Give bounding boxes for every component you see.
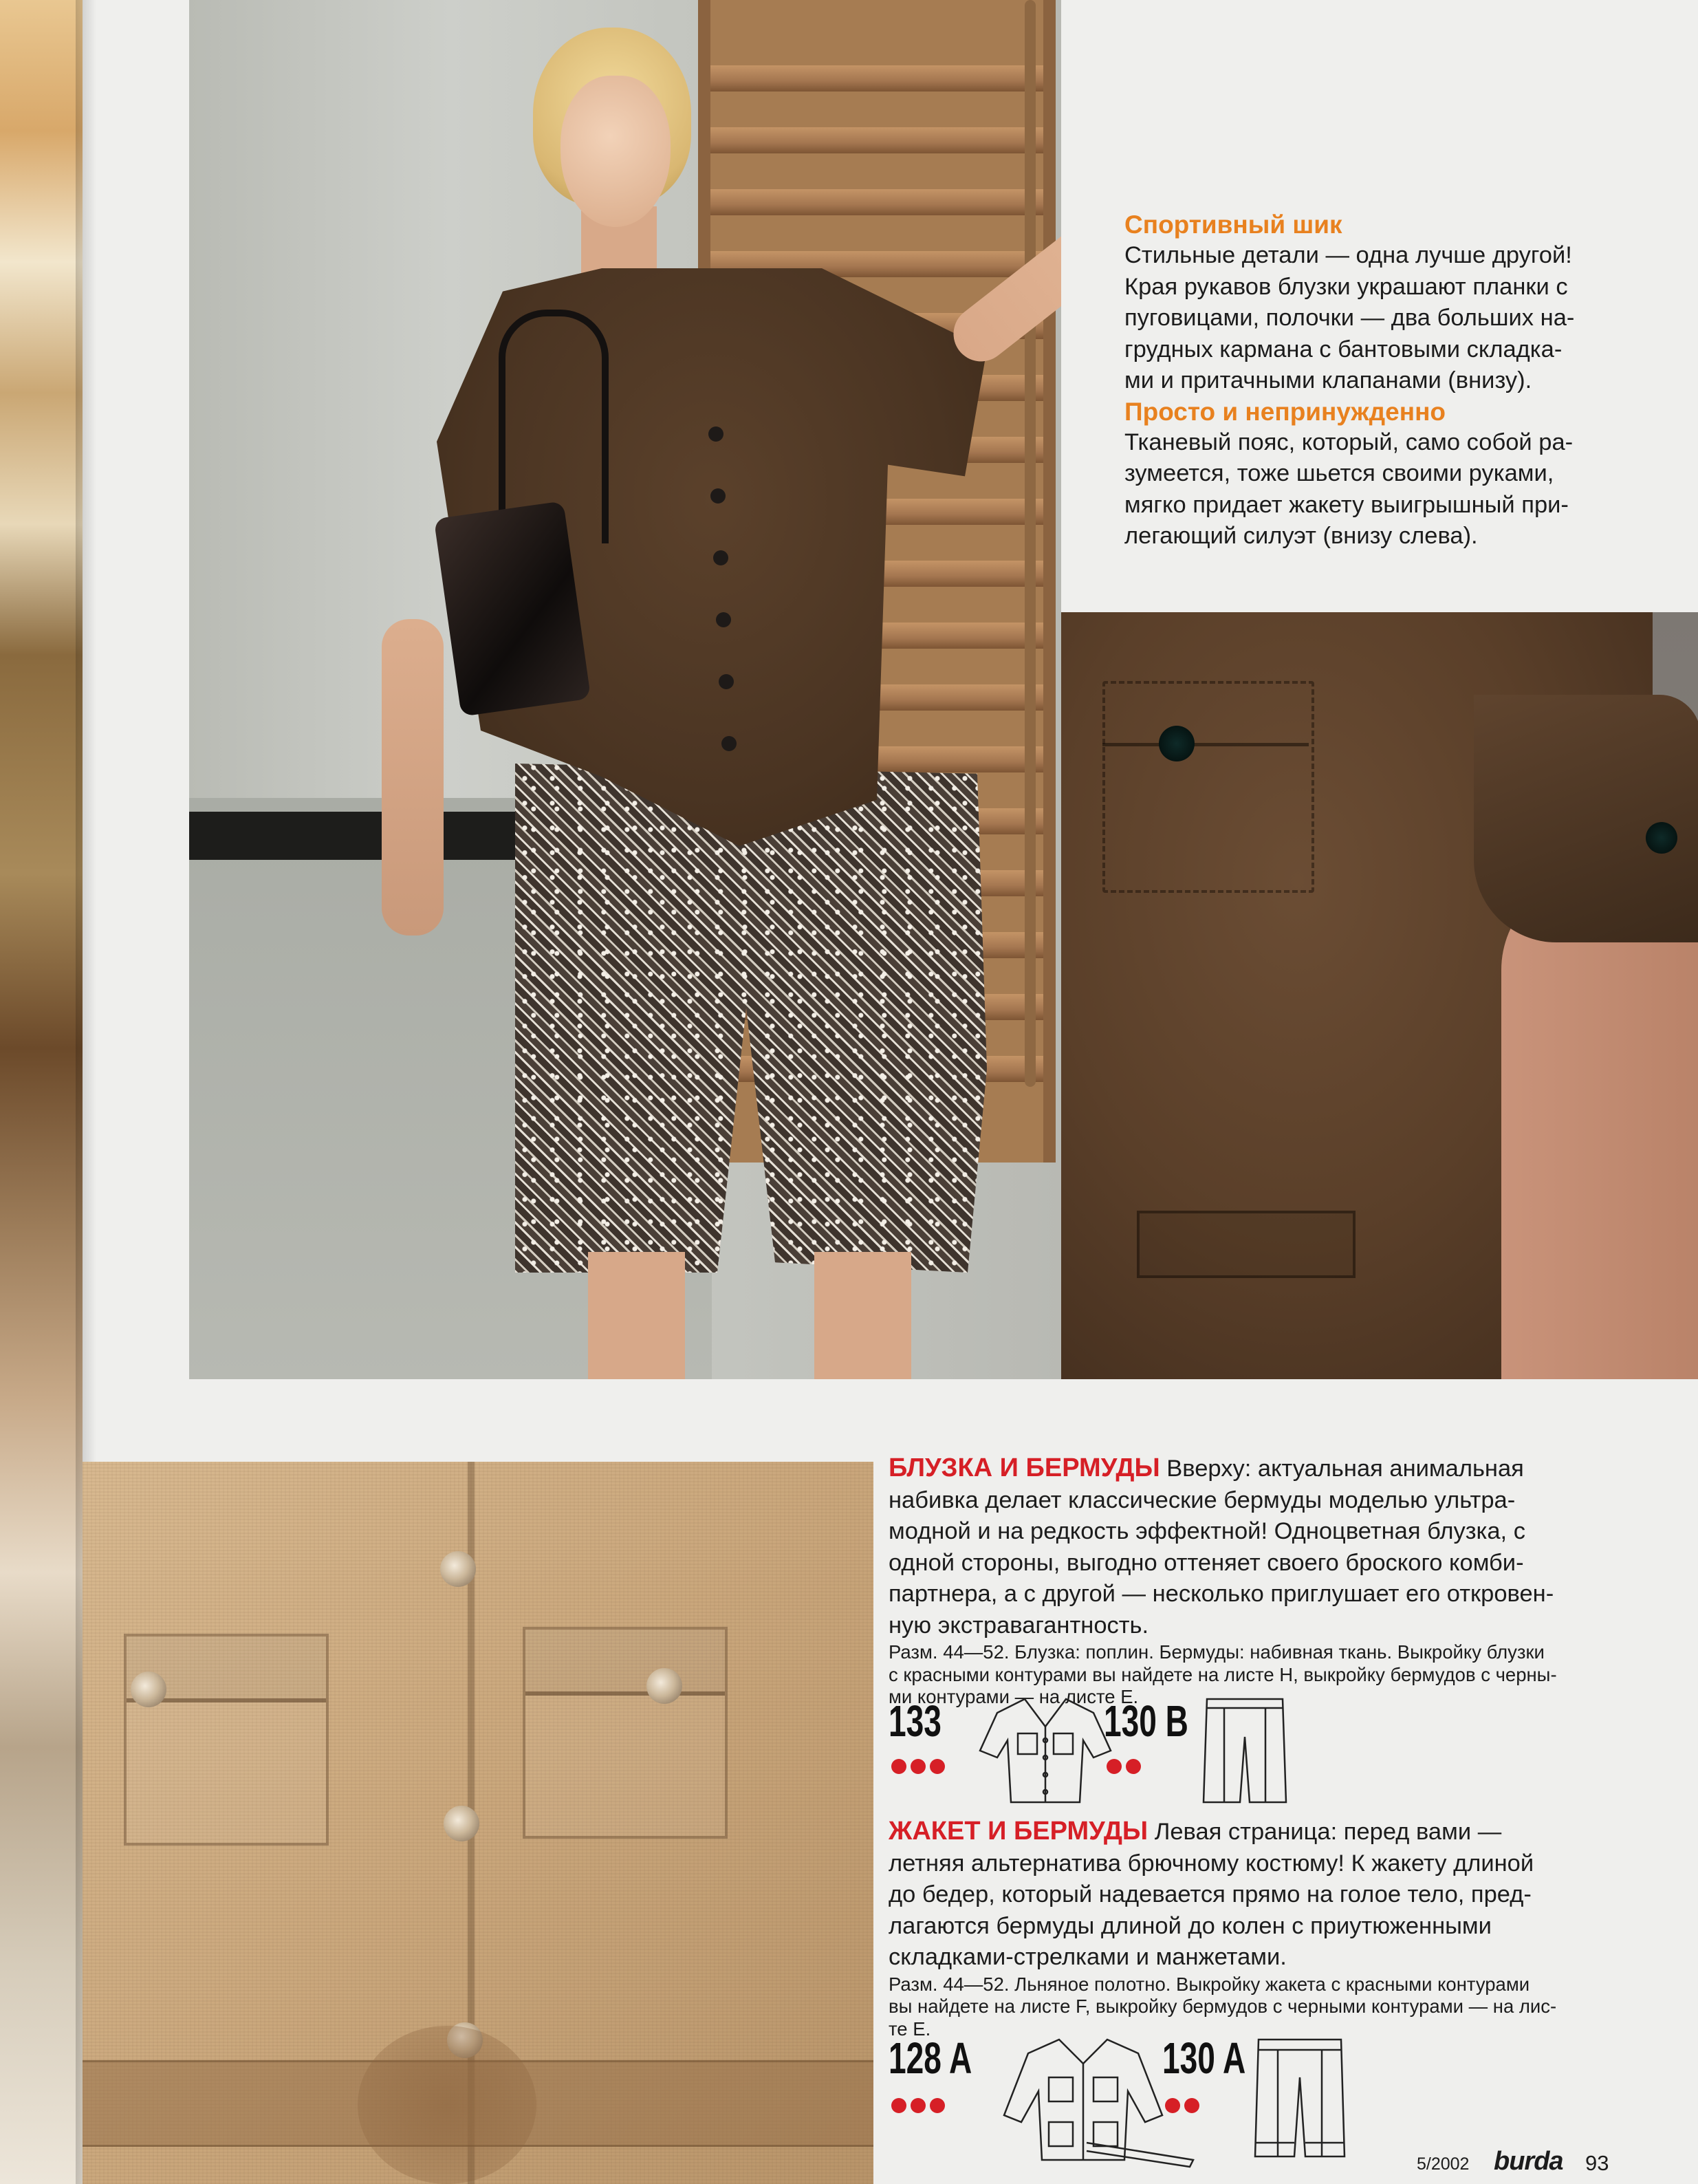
item-jacket-bermuda xyxy=(889,1816,1686,2040)
heading-sportivny-shik: Спортивный шик xyxy=(1124,210,1342,239)
item2-title: ЖАКЕТ И БЕРМУДЫ xyxy=(889,1817,1149,1846)
facing-page-edge xyxy=(0,0,83,2184)
text-line: мягко придает жакету выигрышный при- xyxy=(1124,491,1569,518)
jacket-button xyxy=(440,1551,476,1587)
text-line: партнера, а с другой — несколько приглушает его откровен- xyxy=(889,1581,1554,1607)
jacket-button xyxy=(444,1806,479,1841)
page-number: 93 xyxy=(1585,2151,1609,2175)
black-handbag xyxy=(434,501,591,717)
item1-paragraph xyxy=(889,1485,1686,1642)
item2-lead xyxy=(889,1816,1686,1848)
jacket-pocket-button xyxy=(646,1668,682,1704)
spec-line: Разм. 44—52. Блузка: поплин. Бермуды: набивная ткань. Выкройку блузки xyxy=(889,1641,1545,1663)
main-fashion-photo xyxy=(189,0,1061,1379)
item1-lead xyxy=(889,1453,1686,1485)
difficulty-dots xyxy=(1107,1759,1145,1777)
detail-sleeve-button xyxy=(1646,822,1677,854)
text-line: лагаются бермуды длиной до колен с приутюженными xyxy=(889,1912,1492,1939)
belt-knot xyxy=(358,2026,536,2184)
text-line: легающий силуэт (внизу слева). xyxy=(1124,523,1478,549)
jacket-left-pocket xyxy=(124,1634,329,1846)
spec-line: Разм. 44—52. Льняное полотно. Выкройку жакета с красными контурами xyxy=(889,1973,1530,1995)
jacket-right-pocket xyxy=(523,1627,728,1839)
spec-line: ми контурами — на листе Е. xyxy=(889,1686,1139,1707)
text-line: Тканевый пояс, который, само собой ра- xyxy=(1124,429,1574,455)
pattern-number: 130 A xyxy=(1162,2033,1246,2083)
bermuda-sketch-icon xyxy=(1252,2036,1348,2160)
difficulty-dots xyxy=(891,1759,949,1777)
model-face xyxy=(560,76,671,227)
detail-welt-pocket xyxy=(1137,1211,1356,1278)
spec-line: с красными контурами вы найдете на листе Н, выкройку бермудов с черны- xyxy=(889,1663,1557,1685)
intro-text-block xyxy=(1124,210,1688,552)
issue-number: 5/2002 xyxy=(1417,2154,1470,2174)
item1-first-line: Вверху: актуальная анимальная xyxy=(1166,1456,1524,1482)
model-legs xyxy=(588,1252,911,1379)
text-line: пуговицами, полочки — два больших на- xyxy=(1124,305,1575,331)
text-line: летняя альтернатива брючному костюму! К жакету длиной xyxy=(889,1850,1534,1877)
heading-prosto: Просто и непринужденно xyxy=(1124,397,1446,426)
text-line: зумеется, тоже шьется своими руками, xyxy=(1124,460,1554,486)
detail-arm xyxy=(1501,874,1698,1379)
text-line: набивка делает классические бермуды моделью ультра- xyxy=(889,1486,1516,1513)
text-line: Края рукавов блузки украшают планки с xyxy=(1124,273,1568,300)
item2-first-line: Левая страница: перед вами — xyxy=(1154,1819,1502,1845)
blouse-sketch-icon xyxy=(977,1692,1114,1809)
bermuda-sketch-icon xyxy=(1200,1696,1289,1806)
detail-pocket-flap xyxy=(1102,681,1309,746)
detail-sleeve xyxy=(1474,695,1698,942)
magazine-brand: burda xyxy=(1494,2147,1563,2176)
linen-jacket-detail-photo xyxy=(83,1462,873,2184)
window-sill xyxy=(189,812,547,860)
spec-line: те Е. xyxy=(889,2018,931,2040)
text-line: грудных кармана с бантовыми складка- xyxy=(1124,336,1563,363)
text-line: складками-стрелками и манжетами. xyxy=(889,1944,1287,1970)
intro-paragraph-1 xyxy=(1124,240,1688,397)
blouse-detail-photo xyxy=(1061,612,1698,1379)
intro-paragraph-2 xyxy=(1124,427,1688,552)
text-line: до бедер, который надевается прямо на голое тело, пред- xyxy=(889,1881,1532,1907)
detail-pocket-button xyxy=(1159,726,1195,761)
text-line: ную экстравагантность. xyxy=(889,1612,1149,1639)
pattern-number: 128 A xyxy=(889,2033,972,2083)
page-footer xyxy=(1417,2148,1678,2178)
model-left-arm xyxy=(382,619,444,936)
pattern-number: 130 B xyxy=(1104,1696,1188,1746)
item2-spec xyxy=(889,1974,1686,2041)
item2-paragraph xyxy=(889,1848,1686,1974)
text-line: модной и на редкость эффектной! Одноцветная блузка, с xyxy=(889,1518,1525,1544)
spec-line: вы найдете на листе F, выкройку бермудов с черными контурами — на лис- xyxy=(889,1996,1557,2017)
item1-title: БЛУЗКА И БЕРМУДЫ xyxy=(889,1453,1160,1482)
text-line: одной стороны, выгодно оттеняет своего броского комби- xyxy=(889,1549,1524,1576)
pattern-number: 133 xyxy=(889,1696,941,1746)
difficulty-dots xyxy=(1165,2098,1204,2117)
difficulty-dots xyxy=(891,2098,949,2117)
item-blouse-bermuda xyxy=(889,1453,1686,1709)
jacket-pocket-button xyxy=(131,1672,166,1707)
text-line: ми и притачными клапанами (внизу). xyxy=(1124,367,1532,393)
shutter-rod xyxy=(1025,0,1036,1087)
text-line: Стильные детали — одна лучше другой! xyxy=(1124,242,1572,268)
